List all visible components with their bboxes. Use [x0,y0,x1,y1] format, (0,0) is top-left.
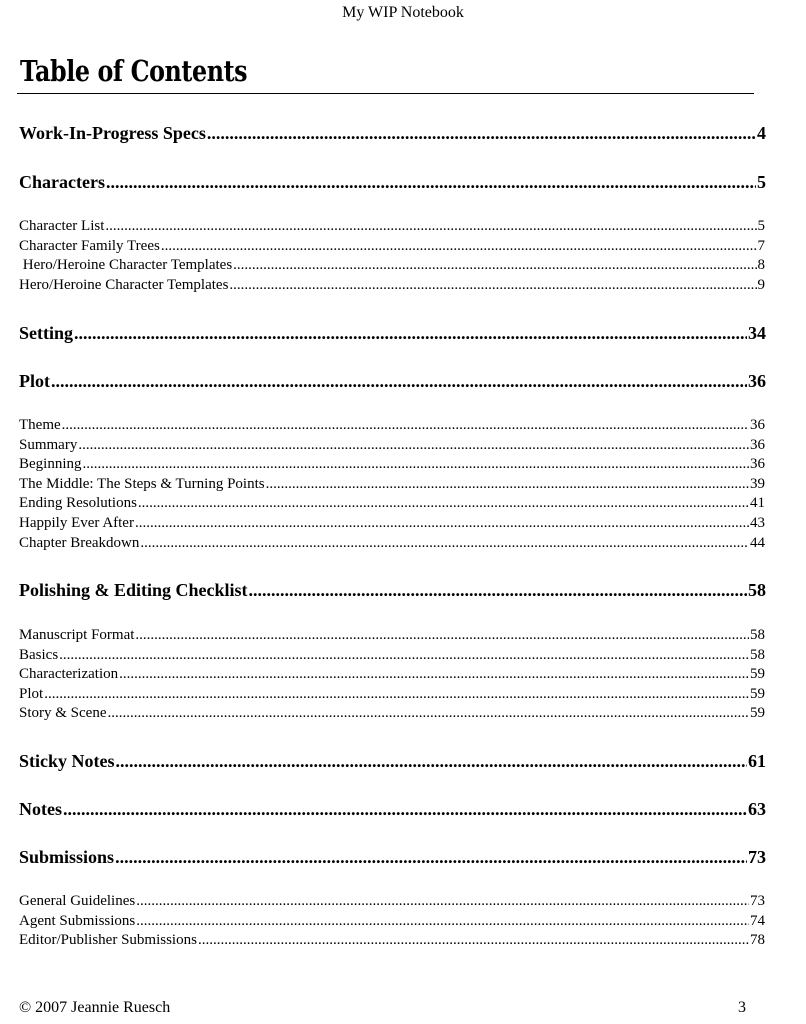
dot-leader [249,579,747,601]
toc-entry-page: 74 [750,913,765,929]
toc-entry[interactable] [19,455,765,474]
footer-copyright: © 2007 Jeannie Ruesch [19,999,171,1016]
toc-entry[interactable] [19,626,765,645]
toc-entry-page: 73 [750,893,765,909]
dot-leader [233,256,756,275]
toc-section-polishing-editing-checklist[interactable] [19,579,766,601]
toc-entry-page: 36 [750,456,765,472]
toc-entry-label: Editor/Publisher Submissions [19,932,197,948]
dot-leader [44,685,749,704]
toc-entry-page: 39 [750,476,765,492]
dot-leader [115,846,747,868]
dot-leader [135,514,749,533]
toc-entry[interactable] [19,514,765,533]
dot-leader [229,276,756,295]
toc-entry[interactable] [19,237,765,256]
toc-entry-label: Happily Ever After [19,515,134,531]
toc-entry-label: Theme [19,417,61,433]
toc-entry-label: Character List [19,218,105,234]
footer-page-number: 3 [738,999,746,1016]
toc-entry-label: Plot [19,686,44,702]
toc-section-submissions[interactable] [19,846,766,868]
toc-entry[interactable] [19,665,765,684]
toc-section-page: 58 [748,580,766,600]
dot-leader [51,370,747,392]
toc-section-page: 61 [748,751,766,771]
toc-entry[interactable] [19,256,765,275]
toc-entry-label: Characterization [19,666,119,682]
dot-leader [140,534,749,553]
toc-entry-label: Manuscript Format [19,627,135,643]
toc-entry-label: Ending Resolutions [19,495,137,511]
toc-entry-page: 59 [750,705,765,721]
dot-leader [136,892,749,911]
dot-leader [74,322,747,344]
toc-entry-label: Chapter Breakdown [19,535,140,551]
toc-section-label: Plot [19,371,50,391]
toc-section-label: Notes [19,799,62,819]
toc-section-label: Polishing & Editing Checklist [19,580,248,600]
toc-entry[interactable] [19,276,765,295]
toc-section-label: Sticky Notes [19,751,115,771]
dot-leader [59,646,749,665]
toc-entry-label: General Guidelines [19,893,136,909]
toc-entry-page: 7 [757,238,765,254]
toc-entry-page: 44 [750,535,765,551]
toc-entry-page: 8 [757,257,765,273]
running-header: My WIP Notebook [342,4,464,21]
toc-section-sticky-notes[interactable] [19,750,766,772]
toc-entry[interactable] [19,892,765,911]
dot-leader [106,171,756,193]
toc-entry-label: Character Family Trees [19,238,160,254]
toc-entry-page: 59 [750,666,765,682]
toc-entry-page: 5 [757,218,765,234]
toc-entry-page: 9 [757,277,765,293]
toc-entry[interactable] [19,217,765,236]
dot-leader [135,626,749,645]
toc-entry-label: Beginning [19,456,82,472]
dot-leader [105,217,756,236]
toc-entry[interactable] [19,436,765,455]
toc-entry-label: Hero/Heroine Character Templates [19,277,229,293]
toc-section-page: 5 [757,172,766,192]
toc-entry[interactable] [19,704,765,723]
toc-entry-page: 58 [750,647,765,663]
toc-section-label: Work-In-Progress Specs [19,123,206,143]
toc-section-page: 4 [757,123,766,143]
toc-entry-page: 58 [750,627,765,643]
toc-entry-label: Basics [19,647,59,663]
dot-leader [266,475,749,494]
toc-section-setting[interactable] [19,322,766,344]
dot-leader [207,122,756,144]
toc-section-characters[interactable] [19,171,766,193]
title-divider [17,93,754,94]
toc-entry[interactable] [19,475,765,494]
toc-section-page: 63 [748,799,766,819]
dot-leader [198,931,749,950]
toc-section-page: 73 [748,847,766,867]
toc-entry-label: Agent Submissions [19,913,136,929]
toc-entry-label: The Middle: The Steps & Turning Points [19,476,265,492]
toc-section-notes[interactable] [19,798,766,820]
toc-entry-label: Hero/Heroine Character Templates [19,257,233,273]
toc-entry[interactable] [19,685,765,704]
toc-entry-page: 36 [750,417,765,433]
dot-leader [161,237,757,256]
toc-section-page: 34 [748,323,766,343]
dot-leader [108,704,750,723]
toc-entry-page: 78 [750,932,765,948]
toc-section-label: Setting [19,323,73,343]
toc-entry-label: Summary [19,437,78,453]
toc-entry-page: 41 [750,495,765,511]
toc-entry[interactable] [19,494,765,513]
toc-section-label: Characters [19,172,105,192]
toc-entry-page: 36 [750,437,765,453]
toc-entry[interactable] [19,931,765,950]
dot-leader [136,912,749,931]
toc-entry-label: Story & Scene [19,705,107,721]
toc-section-label: Submissions [19,847,115,867]
toc-entry-page: 43 [750,515,765,531]
dot-leader [119,665,749,684]
dot-leader [83,455,750,474]
toc-section-plot[interactable] [19,370,766,392]
toc-entry[interactable] [19,534,765,553]
dot-leader [138,494,749,513]
dot-leader [62,416,749,435]
toc-entry-page: 59 [750,686,765,702]
toc-entry[interactable] [19,416,765,435]
toc-section-work-in-progress-specs[interactable] [19,122,766,144]
dot-leader [78,436,749,455]
toc-entry[interactable] [19,912,765,931]
page-title: Table of Contents [20,54,248,88]
toc-section-page: 36 [748,371,766,391]
dot-leader [116,750,748,772]
dot-leader [63,798,747,820]
toc-entry[interactable] [19,646,765,665]
